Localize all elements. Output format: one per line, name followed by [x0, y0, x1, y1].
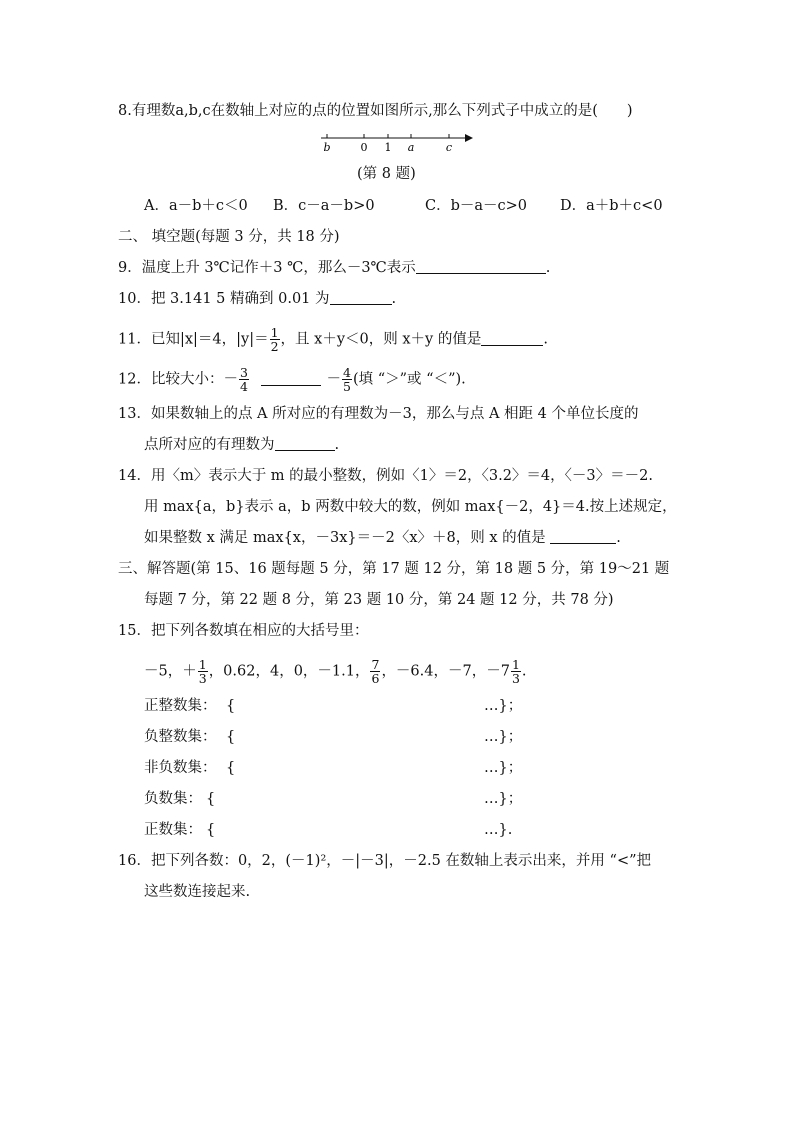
q8-number-line	[315, 129, 495, 155]
set-open-brace: {	[206, 791, 216, 807]
q11-answer-blank[interactable]	[481, 331, 543, 346]
set-close-brace: …}；	[484, 760, 523, 776]
q10	[118, 289, 396, 309]
q12-f2-den: 5	[343, 379, 351, 394]
set-close-brace: …}；	[484, 729, 523, 745]
q15-f2-num: 7	[371, 657, 380, 672]
q8-option-b: B．c－a－b>0	[273, 198, 375, 214]
q9	[118, 258, 550, 278]
q9-answer-blank[interactable]	[416, 259, 546, 274]
set-label: 正数集：	[144, 822, 202, 838]
section3-title-line2: 每题 7 分，第 22 题 8 分，第 23 题 10 分，第 24 题 12 分，共 78 分)	[144, 592, 614, 608]
q11-fraction	[270, 326, 280, 353]
q15-fraction-1	[198, 658, 208, 685]
q12-fraction-2	[342, 366, 352, 393]
axis-label-b: b	[323, 141, 331, 154]
set-label: 正整数集：	[144, 698, 217, 714]
q15-f1-den: 3	[198, 671, 207, 686]
q12-pre: 12．比较大小：－	[118, 371, 238, 388]
q15-n1: －5，＋	[144, 663, 197, 680]
q13-end: .	[334, 437, 340, 453]
set-open-brace: {	[226, 698, 236, 714]
q14-end: .	[616, 530, 621, 546]
q12-answer-blank[interactable]	[261, 371, 321, 386]
axis-label-c: c	[445, 141, 453, 154]
axis-arrow	[465, 134, 473, 142]
q16-line1: 16．把下列各数：0，2，(－1)²，－|－3|，－2.5 在数轴上表示出来，并用 “<”把	[118, 853, 651, 869]
set-close-brace: …}.	[484, 822, 513, 838]
q15-f2-den: 6	[371, 671, 380, 686]
q8-prompt: 8.有理数a,b,c在数轴上对应的点的位置如图所示,那么下列式子中成立的是( )	[118, 103, 633, 119]
q14-answer-blank[interactable]	[550, 529, 616, 544]
set-label: 非负数集：	[144, 760, 217, 776]
axis-label-0: 0	[360, 141, 368, 154]
q15-f1-num: 1	[198, 657, 207, 672]
axis-label-a: a	[407, 141, 415, 154]
q12-mid: －	[326, 371, 342, 388]
set-label: 负整数集：	[144, 729, 217, 745]
q10-answer-blank[interactable]	[330, 290, 392, 305]
q11-post: ，且 x＋y＜0，则 x＋y 的值是	[280, 331, 482, 348]
set-open-brace: {	[226, 760, 236, 776]
section3-title-line1: 三、解答题(第 15、16 题每题 5 分，第 17 题 12 分，第 18 题 5 分，第 19～21 题	[118, 561, 670, 577]
q12-f2-num: 4	[343, 365, 351, 380]
q13-line2-text: 点所对应的有理数为	[144, 437, 275, 453]
q15-fraction-2	[370, 658, 380, 685]
q15-f3-den: 3	[511, 671, 520, 686]
q11-frac-num: 1	[270, 325, 279, 340]
set-open-brace: {	[206, 822, 216, 838]
set-close-brace: …}；	[484, 698, 523, 714]
q12-post: (填 “＞”或 “＜”).	[352, 371, 466, 388]
set-open-brace: {	[226, 729, 236, 745]
q12-f1-den: 4	[239, 379, 248, 394]
q15-n4: .	[521, 663, 527, 680]
q11-frac-den: 2	[270, 339, 279, 354]
section2-title: 二、 填空题(每题 3 分，共 18 分)	[118, 229, 340, 245]
q14-line1: 14．用〈m〉表示大于 m 的最小整数，例如〈1〉＝2，〈3.2〉＝4，〈－3〉＝－2.	[118, 468, 653, 484]
q13-line1: 13．如果数轴上的点 A 所对应的有理数为－3，那么与点 A 相距 4 个单位长度的	[118, 406, 639, 422]
q9-end: .	[545, 260, 551, 276]
axis-label-1: 1	[384, 141, 392, 154]
q15-n3: ，－6.4，－7，－7	[381, 663, 510, 680]
q13-answer-blank[interactable]	[275, 436, 335, 451]
q10-text: 10．把 3.141 5 精确到 0.01 为	[118, 291, 330, 307]
q8-option-d: D．a＋b＋c<0	[560, 198, 663, 214]
set-close-brace: …}；	[484, 791, 523, 807]
q14-line3	[144, 528, 621, 548]
q11	[118, 326, 548, 353]
q13-line2	[144, 435, 339, 455]
q15-n2: ，0.62，4，0，－1.1，	[208, 663, 370, 680]
q9-text: 9．温度上升 3℃记作＋3 ℃，那么－3℃表示	[118, 260, 416, 276]
q14-line2: 用 max{a，b}表示 a，b 两数中较大的数，例如 max{－2，4}＝4.按上述规定，	[144, 499, 677, 515]
q15-fraction-3	[511, 658, 521, 685]
q15-numbers	[144, 658, 527, 685]
q8-caption: (第 8 题)	[357, 166, 416, 182]
q15-f3-num: 1	[511, 657, 520, 672]
q12-fraction-1	[239, 366, 249, 393]
q15-prompt: 15．把下列各数填在相应的大括号里：	[118, 623, 369, 639]
q12-f1-num: 3	[239, 365, 248, 380]
q14-line3-text: 如果整数 x 满足 max{x，－3x}＝－2〈x〉＋8，则 x 的值是	[144, 530, 546, 546]
q10-end: .	[391, 291, 397, 307]
set-label: 负数集：	[144, 791, 202, 807]
q12	[118, 366, 466, 393]
q16-line2: 这些数连接起来.	[144, 884, 251, 900]
q11-end: .	[543, 331, 548, 348]
q11-pre: 11．已知|x|＝4，|y|＝	[118, 331, 269, 348]
q8-option-c: C．b－a－c>0	[425, 198, 528, 214]
q8-option-a: A．a－b＋c＜0	[144, 198, 248, 214]
